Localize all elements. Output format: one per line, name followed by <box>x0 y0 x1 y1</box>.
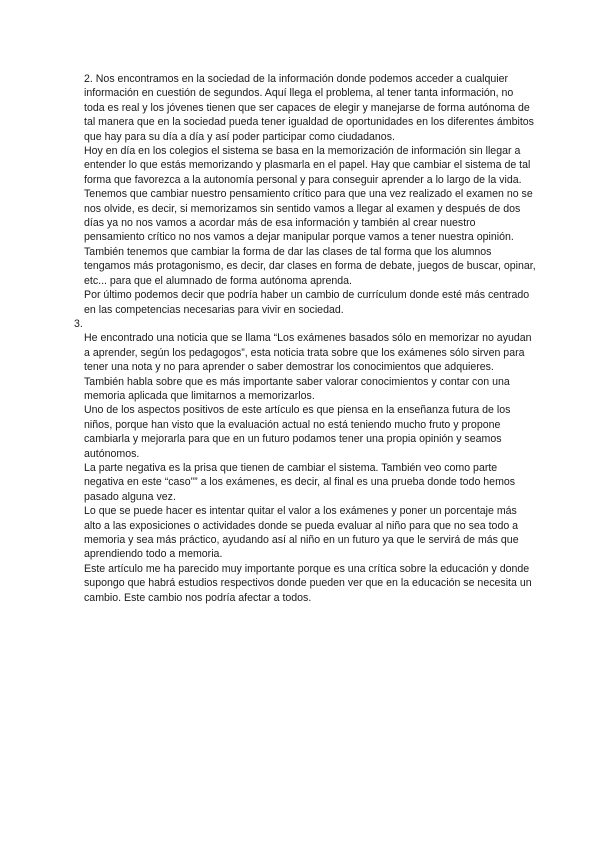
paragraph: Uno de los aspectos positivos de este artículo es que piensa en la enseñanza futura de los niños, porque han visto que la evaluación actual no está teniendo mucho fruto y propone cambiarla y mejorarla para que en un futuro podamos tener una propia opinión y seamos autónomos. <box>84 404 511 460</box>
document-body <box>74 72 536 605</box>
paragraph: También tenemos que cambiar la forma de dar las clases de tal forma que los alumnos tengamos más protagonismo, es decir, dar clases en forma de debate, juegos de buscar, opinar, etc... para que el alumnado de forma autónoma aprenda. <box>84 245 536 287</box>
paragraph: 2. Nos encontramos en la sociedad de la información donde podemos acceder a cualquier información en cuestión de segundos. Aquí llega el problema, al tener tanta información, no toda es real y los jóvenes tienen que ser capaces de elegir y manejarse de forma autónoma de tal manera que en la sociedad pueda tener igualdad de oportunidades en los diferentes ámbitos que hay para su día a día y así poder participar como ciudadanos. <box>84 73 534 143</box>
paragraph: La parte negativa es la prisa que tienen de cambiar el sistema. También veo como parte negativa en este “caso”” a los exámenes, es decir, al final es una prueba donde todo hemos pasado alguna vez. <box>84 461 516 503</box>
paragraph: Por último podemos decir que podría haber un cambio de currículum donde esté más centrado en las competencias necesarias para vivir en sociedad. <box>84 289 530 316</box>
paragraph: He encontrado una noticia que se llama “Los exámenes basados sólo en memorizar no ayudan a aprender, según los pedagogos”, esta noticia trata sobre que los exámenes sólo sirven para tener una nota y no para aprender o saber demostrar los conocimientos que adquieres. También habla sobre que es más importante saber valorar conocimientos y contar con una memoria aplicada que limitarnos a memorizarlos. <box>84 332 532 402</box>
paragraph: Tenemos que cambiar nuestro pensamiento crítico para que una vez realizado el examen no se nos olvide, es decir, si memorizamos sin sentido vamos a llegar al examen y después de dos días ya no nos vamos a acordar más de esa información y también al crear nuestro pensamiento crítico no nos vamos a dejar manipular porque vamos a tener nuestra opinión. <box>84 188 533 244</box>
paragraph: Este artículo me ha parecido muy importante porque es una crítica sobre la educación y donde supongo que habrá estudios respectivos donde pueden ver que en la educación se necesita un cambio. Este cambio nos podría afectar a todos. <box>84 562 532 604</box>
paragraph: Hoy en día en los colegios el sistema se basa en la memorización de información sin llegar a entender lo que estás memorizando y plasmarla en el papel. Hay que cambiar el sistema de tal forma que favorezca a la autonomía personal y para conseguir aprender a lo largo de la vida. <box>84 145 531 186</box>
paragraph: 3. <box>74 317 83 330</box>
paragraph: Lo que se puede hacer es intentar quitar el valor a los exámenes y poner un porcentaje más alto a las exposiciones o actividades donde se pueda evaluar al niño para que no sea todo a memoria y sea más práctico, ayudando así al niño en un futuro ya que le servirá de más que aprendiendo todo a memoria. <box>84 505 519 561</box>
